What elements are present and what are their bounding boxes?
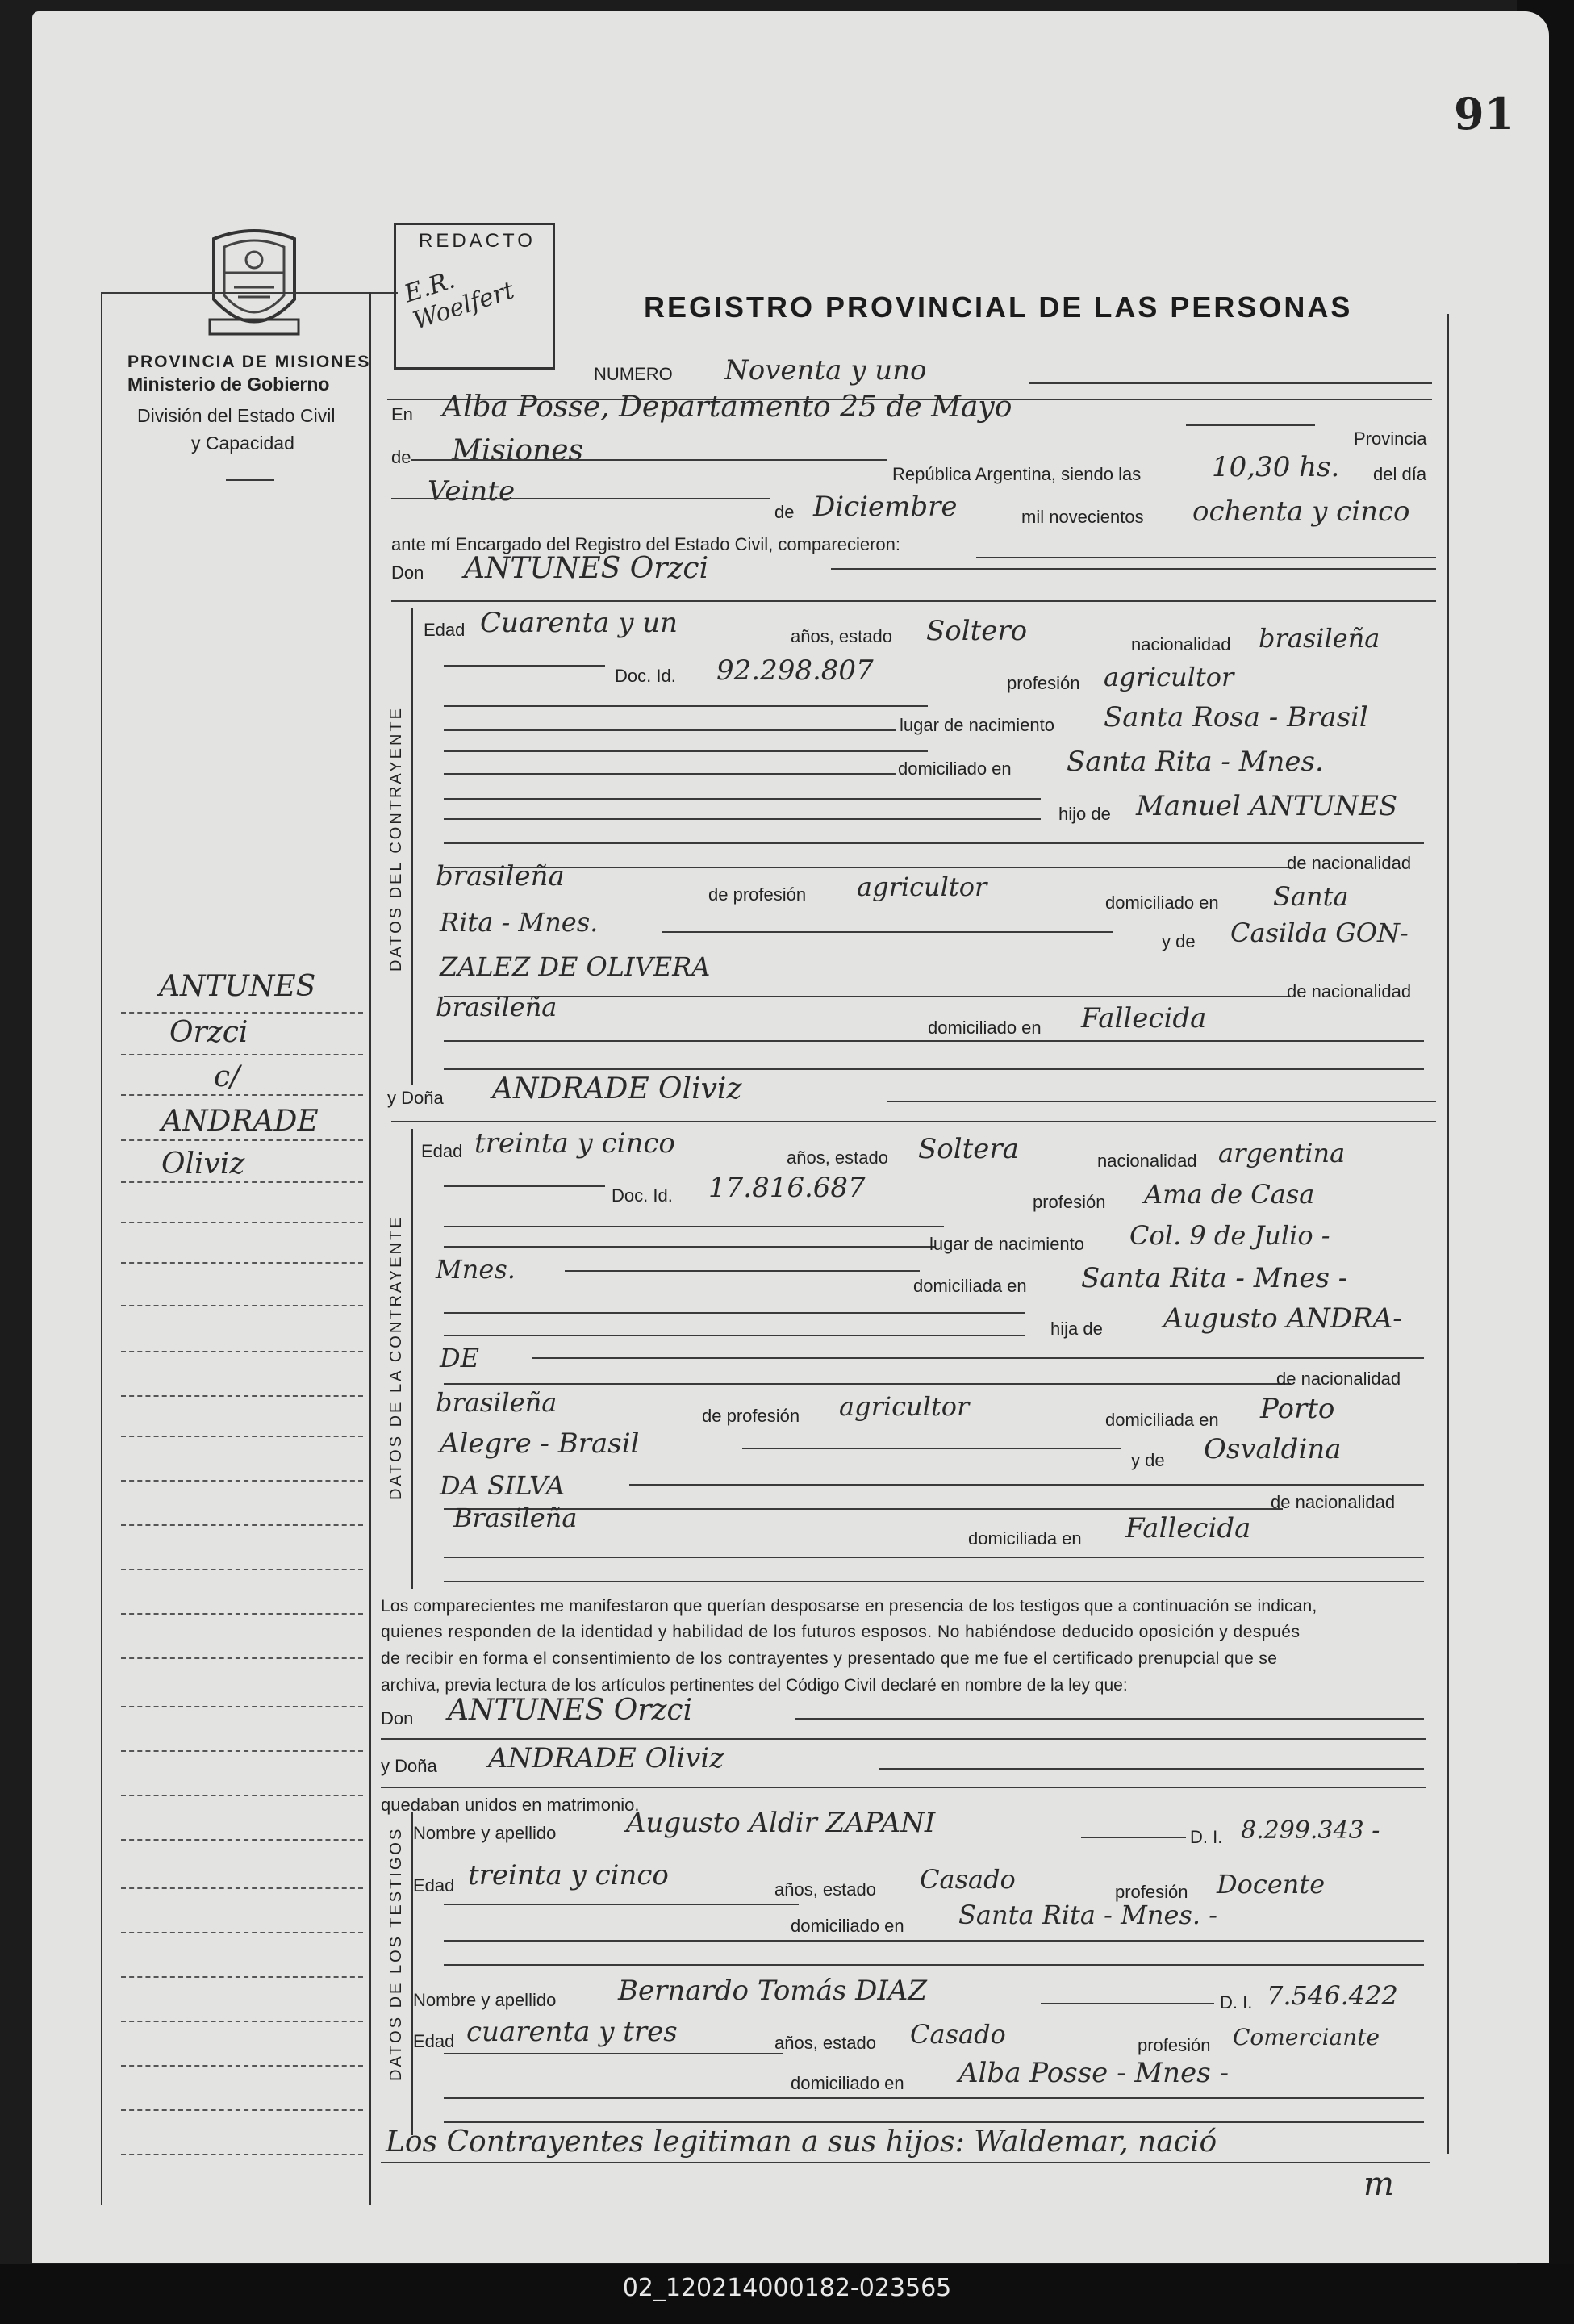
declaracion-line-2: quienes responden de la identidad y habilidad de los futuros esposos. No habiéndose deducido oposición y después (381, 1623, 1301, 1641)
margin-rule (121, 1181, 363, 1183)
anios-estado-label-1: años, estado (774, 1879, 876, 1900)
profesion-value: agricultor (1104, 662, 1234, 692)
padre-value-2: DE (440, 1343, 480, 1373)
dona-label: y Doña (381, 1756, 437, 1776)
margin-rule (121, 2021, 363, 2022)
margin-note-3: c/ (214, 1060, 240, 1093)
dona-value: ANDRADE Oliviz (488, 1742, 724, 1774)
rule (444, 2097, 1424, 2099)
padre-nacionalidad-value: brasileña (436, 1387, 557, 1418)
margin-rule (121, 1657, 363, 1659)
testigos-side-label: DATOS DE LOS TESTIGOS (387, 1826, 405, 2081)
coat-of-arms-icon (202, 223, 307, 344)
rule (629, 1484, 1424, 1486)
lugar-nacimiento-label: lugar de nacimiento (900, 715, 1055, 735)
rule (444, 1040, 1424, 1042)
profesion-label-1: profesión (1115, 1882, 1188, 1902)
rule (444, 2121, 1424, 2123)
rule (444, 867, 1291, 868)
estado-value: Soltera (918, 1133, 1019, 1165)
rule (444, 1557, 1424, 1558)
margin-rule (121, 2109, 363, 2111)
redacto-stamp (394, 223, 555, 370)
nacionalidad-value: brasileña (1259, 623, 1380, 654)
rule (381, 1787, 1426, 1788)
doc-label: Doc. Id. (612, 1185, 673, 1206)
rule (444, 750, 928, 752)
anios-estado-label-2: años, estado (774, 2033, 876, 2053)
domiciliada-label: domiciliada en (913, 1276, 1027, 1296)
rule (381, 1738, 1426, 1740)
rule (381, 2162, 1430, 2163)
divider (226, 479, 274, 481)
rule (887, 1101, 1436, 1102)
margin-rule (121, 1094, 363, 1096)
profesion-value: Ama de Casa (1144, 1179, 1315, 1210)
de-nacionalidad-label: de nacionalidad (1276, 1369, 1401, 1389)
declaracion-line-4: archiva, previa lectura de los artículos pertinentes del Código Civil declaré en nombre de la ley que: (381, 1676, 1128, 1695)
province-label: PROVINCIA DE MISIONES (127, 353, 371, 371)
capacidad-label: y Capacidad (191, 433, 294, 454)
contrayente-bracket-2 (411, 1129, 413, 1589)
provincia-label: Provincia (1354, 428, 1427, 449)
don-label: Don (381, 1708, 414, 1728)
margin-rule (121, 1750, 363, 1752)
margin-rule (121, 1569, 363, 1570)
margin-rule (121, 1976, 363, 1978)
margin-rule (121, 1706, 363, 1707)
don-value: ANTUNES Orzci (448, 1694, 693, 1727)
republica-label: República Argentina, siendo las (892, 464, 1142, 484)
en-value: Alba Posse, Departamento 25 de Mayo (442, 391, 1012, 424)
rule (444, 1185, 605, 1187)
right-border (1447, 314, 1449, 2154)
edad-label-2: Edad (413, 2031, 455, 2051)
anios-estado-label: años, estado (787, 1147, 888, 1168)
padre-domicilio-value-1: Porto (1260, 1393, 1335, 1425)
testigo-2-estado: Casado (910, 2019, 1006, 2050)
anio-value: ochenta y cinco (1192, 495, 1410, 528)
estado-value: Soltero (926, 615, 1028, 647)
edad-value: treinta y cinco (474, 1127, 675, 1160)
rule (444, 798, 1041, 800)
rule (976, 557, 1436, 558)
profesion-label: profesión (1033, 1192, 1106, 1212)
domicilio-value: Santa Rita - Mnes - (1081, 1262, 1348, 1294)
mil-novecientos-label: mil novecientos (1021, 507, 1144, 527)
padre-domiciliada-label: domiciliada en (1105, 1410, 1219, 1430)
padre-profesion-value: agricultor (839, 1391, 970, 1422)
document-id: 02_120214000182-023565 (622, 2274, 952, 2302)
rule (444, 1068, 1424, 1070)
lugar-nacimiento-value: Santa Rosa - Brasil (1104, 701, 1368, 734)
de-nacionalidad-label-2: de nacionalidad (1287, 981, 1412, 1001)
margin-rule (121, 1436, 363, 1437)
rule (742, 1448, 1121, 1449)
de2-label: de (774, 502, 795, 522)
margin-rule (121, 1839, 363, 1841)
rule (879, 1768, 1424, 1770)
domiciliado-label-2: domiciliado en (791, 2073, 904, 2093)
margin-separator (369, 292, 371, 2205)
testigo-1-estado: Casado (920, 1864, 1016, 1895)
rule (831, 568, 1436, 570)
nacionalidad-value: argentina (1218, 1138, 1346, 1168)
margin-rule (121, 1613, 363, 1615)
padre-value-1: Augusto ANDRA- (1163, 1302, 1402, 1335)
margin-rule (121, 1480, 363, 1482)
document-page (32, 11, 1549, 2263)
rule (444, 842, 1424, 844)
madre-value-2: ZALEZ DE OLIVERA (440, 951, 711, 982)
contrayente-bracket (411, 608, 413, 1085)
margin-rule (121, 2065, 363, 2067)
document-title: REGISTRO PROVINCIAL DE LAS PERSONAS (644, 290, 1353, 324)
en-label: En (391, 404, 413, 424)
hija-de-label: hija de (1050, 1319, 1103, 1339)
declaracion-line-1: Los comparecientes me manifestaron que querían desposarse en presencia de los testigos que a continuación se indican, (381, 1597, 1317, 1616)
rule (444, 665, 605, 667)
don-label: Don (391, 562, 424, 583)
stamp-signature: E.R. Woelfert (401, 265, 518, 336)
doc-value: 17.816.687 (708, 1172, 866, 1204)
rule (1041, 2003, 1214, 2004)
top-border (101, 292, 398, 294)
testigo-1-di: 8.299.343 - (1241, 1816, 1380, 1845)
madre-nacionalidad-value: brasileña (436, 992, 557, 1022)
rule (444, 1581, 1424, 1582)
nacionalidad-label: nacionalidad (1097, 1151, 1197, 1171)
padre-domicilio-value-1: Santa (1273, 881, 1349, 912)
margin-note-2: Orzci (169, 1016, 248, 1049)
rule (444, 1312, 1025, 1314)
dona-label: y Doña (387, 1088, 444, 1108)
rule (444, 818, 1041, 820)
madre-domicilio-value: Fallecida (1125, 1512, 1251, 1544)
declaracion-line-3: de recibir en forma el consentimiento de los contrayentes y presentado que me fue el certificado prenupcial que se (381, 1649, 1278, 1668)
rule (444, 1383, 1291, 1385)
lugar-nacimiento-label: lugar de nacimiento (929, 1234, 1085, 1254)
nota-final: Los Contrayentes legitiman a sus hijos: Waldemar, nació (386, 2125, 1217, 2159)
lugar-nacimiento-value-2: Mnes. (436, 1254, 516, 1285)
hora-value: 10,30 hs. (1212, 451, 1340, 483)
margin-rule (121, 1262, 363, 1264)
stamp-title: REDACTO (419, 230, 536, 252)
madre-value-2: DA SILVA (440, 1470, 565, 1501)
margin-note-1: ANTUNES (159, 970, 316, 1003)
testigo-2-profesion: Comerciante (1233, 2024, 1380, 2050)
rule (444, 1940, 1424, 1942)
margin-rule (121, 1795, 363, 1796)
de-nacionalidad-label: de nacionalidad (1287, 853, 1412, 873)
de-nacionalidad-label-2: de nacionalidad (1271, 1492, 1396, 1512)
rule (565, 1270, 920, 1272)
footer-bar (0, 2264, 1574, 2324)
testigo-1-edad: treinta y cinco (468, 1859, 669, 1891)
rule (444, 773, 896, 775)
rule (444, 2053, 783, 2054)
hijo-de-label: hijo de (1058, 804, 1111, 824)
nombre-apellido-label-2: Nombre y apellido (413, 1990, 557, 2010)
domiciliado-label-1: domiciliado en (791, 1916, 904, 1936)
doc-label: Doc. Id. (615, 666, 676, 686)
margin-rule (121, 1524, 363, 1526)
rule (795, 1718, 1424, 1720)
don-value: ANTUNES Orzci (464, 552, 709, 585)
padre-profesion-value: agricultor (857, 872, 987, 902)
rule (1186, 424, 1315, 426)
dia-value: Veinte (428, 475, 516, 508)
testigo-1-nombre: Augusto Aldir ZAPANI (626, 1807, 936, 1839)
edad-label: Edad (424, 620, 466, 640)
madre-nacionalidad-value: Brasileña (453, 1503, 578, 1533)
contrayente-side-label: DATOS DEL CONTRAYENTE (387, 706, 405, 972)
rule (444, 705, 928, 707)
edad-label: Edad (421, 1141, 463, 1161)
edad-value: Cuarenta y un (480, 607, 678, 639)
testigo-2-domicilio: Alba Posse - Mnes - (958, 2057, 1229, 2089)
di-label-1: D. I. (1190, 1827, 1223, 1847)
rule (1081, 1837, 1186, 1838)
margin-rule (121, 1222, 363, 1223)
lugar-nacimiento-value-1: Col. 9 de Julio - (1129, 1220, 1330, 1251)
margin-rule (121, 1012, 363, 1014)
madre-domiciliado-label: domiciliado en (928, 1018, 1042, 1038)
ante-mi-label: ante mí Encargado del Registro del Estado Civil, comparecieron: (391, 534, 900, 554)
rule (444, 1226, 944, 1227)
division-label: División del Estado Civil (137, 405, 336, 426)
testigo-1-profesion: Docente (1217, 1869, 1326, 1900)
mes-value: Diciembre (813, 491, 958, 523)
y-de-label: y de (1131, 1450, 1165, 1470)
ministry-label: Ministerio de Gobierno (127, 374, 330, 395)
madre-domiciliada-label: domiciliada en (968, 1528, 1082, 1549)
margin-rule (121, 2154, 363, 2155)
rule (391, 498, 770, 499)
edad-label-1: Edad (413, 1875, 455, 1896)
margin-rule (121, 1305, 363, 1306)
margin-note-5: Oliviz (161, 1147, 245, 1181)
initials: m (1363, 2166, 1394, 2203)
numero-label: NUMERO (594, 364, 673, 384)
profesion-label-2: profesión (1138, 2035, 1211, 2055)
margin-rule (121, 1395, 363, 1397)
margin-rule (121, 1139, 363, 1141)
testigo-2-nombre: Bernardo Tomás DIAZ (618, 1975, 927, 2007)
de-profesion-label: de profesión (708, 884, 807, 905)
madre-domicilio-value: Fallecida (1081, 1002, 1207, 1035)
margin-note-4: ANDRADE (161, 1105, 319, 1138)
del-dia-label: del día (1373, 464, 1427, 484)
padre-domiciliado-label: domiciliado en (1105, 892, 1219, 913)
rule (662, 931, 1113, 933)
de-profesion-label: de profesión (702, 1406, 800, 1426)
testigo-1-domicilio: Santa Rita - Mnes. - (958, 1900, 1218, 1930)
margin-rule (121, 1054, 363, 1055)
y-de-label: y de (1162, 931, 1196, 951)
margin-rule (121, 1351, 363, 1352)
quedaban-label: quedaban unidos en matrimonio. (381, 1795, 640, 1815)
rule (532, 1357, 1424, 1359)
madre-value-1: Casilda GON- (1230, 917, 1409, 948)
left-border (101, 292, 102, 2205)
padre-value: Manuel ANTUNES (1136, 790, 1398, 822)
rule (444, 729, 896, 731)
rule (411, 459, 887, 461)
dona-value: ANDRADE Oliviz (492, 1072, 742, 1106)
rule (444, 996, 1291, 997)
rule (444, 1246, 936, 1248)
domicilio-value: Santa Rita - Mnes. (1067, 746, 1324, 778)
madre-value-1: Osvaldina (1204, 1433, 1342, 1465)
profesion-label: profesión (1007, 673, 1080, 693)
rule (391, 600, 1436, 602)
domiciliado-label: domiciliado en (898, 759, 1012, 779)
nacionalidad-label: nacionalidad (1131, 634, 1231, 654)
padre-domicilio-value-2: Rita - Mnes. (440, 907, 599, 938)
rule (391, 1121, 1436, 1122)
rule (444, 1964, 1424, 1966)
testigo-2-edad: cuarenta y tres (466, 2016, 678, 2048)
margin-rule (121, 1887, 363, 1889)
provincia-value: Misiones (452, 434, 584, 467)
nombre-apellido-label-1: Nombre y apellido (413, 1823, 557, 1843)
numero-value: Noventa y uno (724, 354, 927, 387)
contrayenta-side-label: DATOS DE LA CONTRAYENTE (387, 1214, 405, 1500)
testigos-bracket (411, 1812, 413, 2135)
anios-estado-label: años, estado (791, 626, 892, 646)
page-number: 91 (1454, 88, 1515, 140)
margin-rule (121, 1932, 363, 1933)
testigo-2-di: 7.546.422 (1267, 1980, 1398, 2011)
de-label: de (391, 447, 411, 467)
doc-value: 92.298.807 (716, 654, 874, 687)
di-label-2: D. I. (1220, 1992, 1253, 2013)
rule (1029, 382, 1432, 384)
rule (444, 1335, 1025, 1336)
padre-domicilio-value-2: Alegre - Brasil (440, 1427, 640, 1460)
rule (444, 1904, 799, 1905)
padre-nacionalidad-value: brasileña (436, 860, 565, 892)
